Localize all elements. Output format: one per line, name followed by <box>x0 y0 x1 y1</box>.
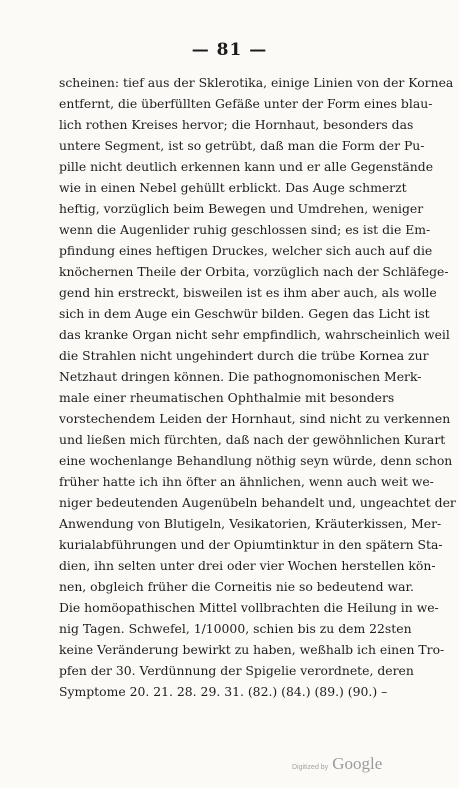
page-number-header: — 81 — <box>191 40 268 60</box>
text-line: wenn die Augenlider ruhig geschlossen sind; es ist die Em- <box>59 222 431 237</box>
text-line: dien, ihn selten unter drei oder vier Wochen herstellen kön- <box>59 558 436 573</box>
text-line: die Strahlen nicht ungehindert durch die trübe Kornea zur <box>59 348 429 363</box>
text-line: kurialabführungen und der Opiumtinktur in den spätern Sta- <box>59 537 443 552</box>
text-line: pfen der 30. Verdünnung der Spigelie verordnete, deren <box>59 663 414 678</box>
text-line: früher hatte ich ihn öfter an ähnlichen, wenn auch weit we- <box>59 474 434 489</box>
text-line: vorstechendem Leiden der Hornhaut, sind nicht zu verkennen <box>59 411 451 426</box>
text-line: Anwendung von Blutigeln, Vesikatorien, Kräuterkissen, Mer- <box>59 516 442 531</box>
text-line: niger bedeutenden Augenübeln behandelt und, ungeachtet der <box>59 495 456 510</box>
text-line: pfindung eines heftigen Druckes, welcher sich auch auf die <box>59 243 433 258</box>
text-line: Symptome 20. 21. 28. 29. 31. (82.) (84.) (89.) (90.) – <box>59 684 388 699</box>
text-line: heftig, vorzüglich beim Bewegen und Umdrehen, weniger <box>59 201 424 216</box>
text-line: pille nicht deutlich erkennen kann und er alle Gegenstände <box>59 159 434 174</box>
body-text <box>59 72 456 702</box>
text-line: eine wochenlange Behandlung nöthig seyn würde, denn schon <box>59 453 453 468</box>
digitization-watermark <box>292 754 402 774</box>
text-line: sich in dem Auge ein Geschwür bilden. Gegen das Licht ist <box>59 306 430 321</box>
text-line: male einer rheumatischen Ophthalmie mit besonders <box>59 390 395 405</box>
text-line: wie in einen Nebel gehüllt erblickt. Das Auge schmerzt <box>59 180 407 195</box>
text-line: untere Segment, ist so getrübt, daß man die Form der Pu- <box>59 138 425 153</box>
digitized-by-label: Digitized by <box>292 764 329 771</box>
text-line: knöchernen Theile der Orbita, vorzüglich nach der Schläfege- <box>59 264 449 279</box>
text-line: lich rothen Kreises hervor; die Hornhaut, besonders das <box>59 117 414 132</box>
text-line: Netzhaut dringen können. Die pathognomonischen Merk- <box>59 369 422 384</box>
text-line: keine Veränderung bewirkt zu haben, weßhalb ich einen Tro- <box>59 642 445 657</box>
text-line: und ließen mich fürchten, daß nach der gewöhnlichen Kurart <box>59 432 446 447</box>
text-line: nen, obgleich früher die Corneitis nie so bedeutend war. <box>59 579 414 594</box>
google-logo: Google <box>332 754 383 773</box>
text-line: nig Tagen. Schwefel, 1/10000, schien bis zu dem 22sten <box>59 621 412 636</box>
text-line: scheinen: tief aus der Sklerotika, einige Linien von der Kornea <box>59 75 454 90</box>
text-line: das kranke Organ nicht sehr empfindlich, wahrscheinlich weil <box>59 327 450 342</box>
text-line: gend hin erstreckt, bisweilen ist es ihm aber auch, als wolle <box>59 285 437 300</box>
text-line: Die homöopathischen Mittel vollbrachten die Heilung in we- <box>59 600 439 615</box>
text-line: entfernt, die überfüllten Gefäße unter der Form eines blau- <box>59 96 433 111</box>
